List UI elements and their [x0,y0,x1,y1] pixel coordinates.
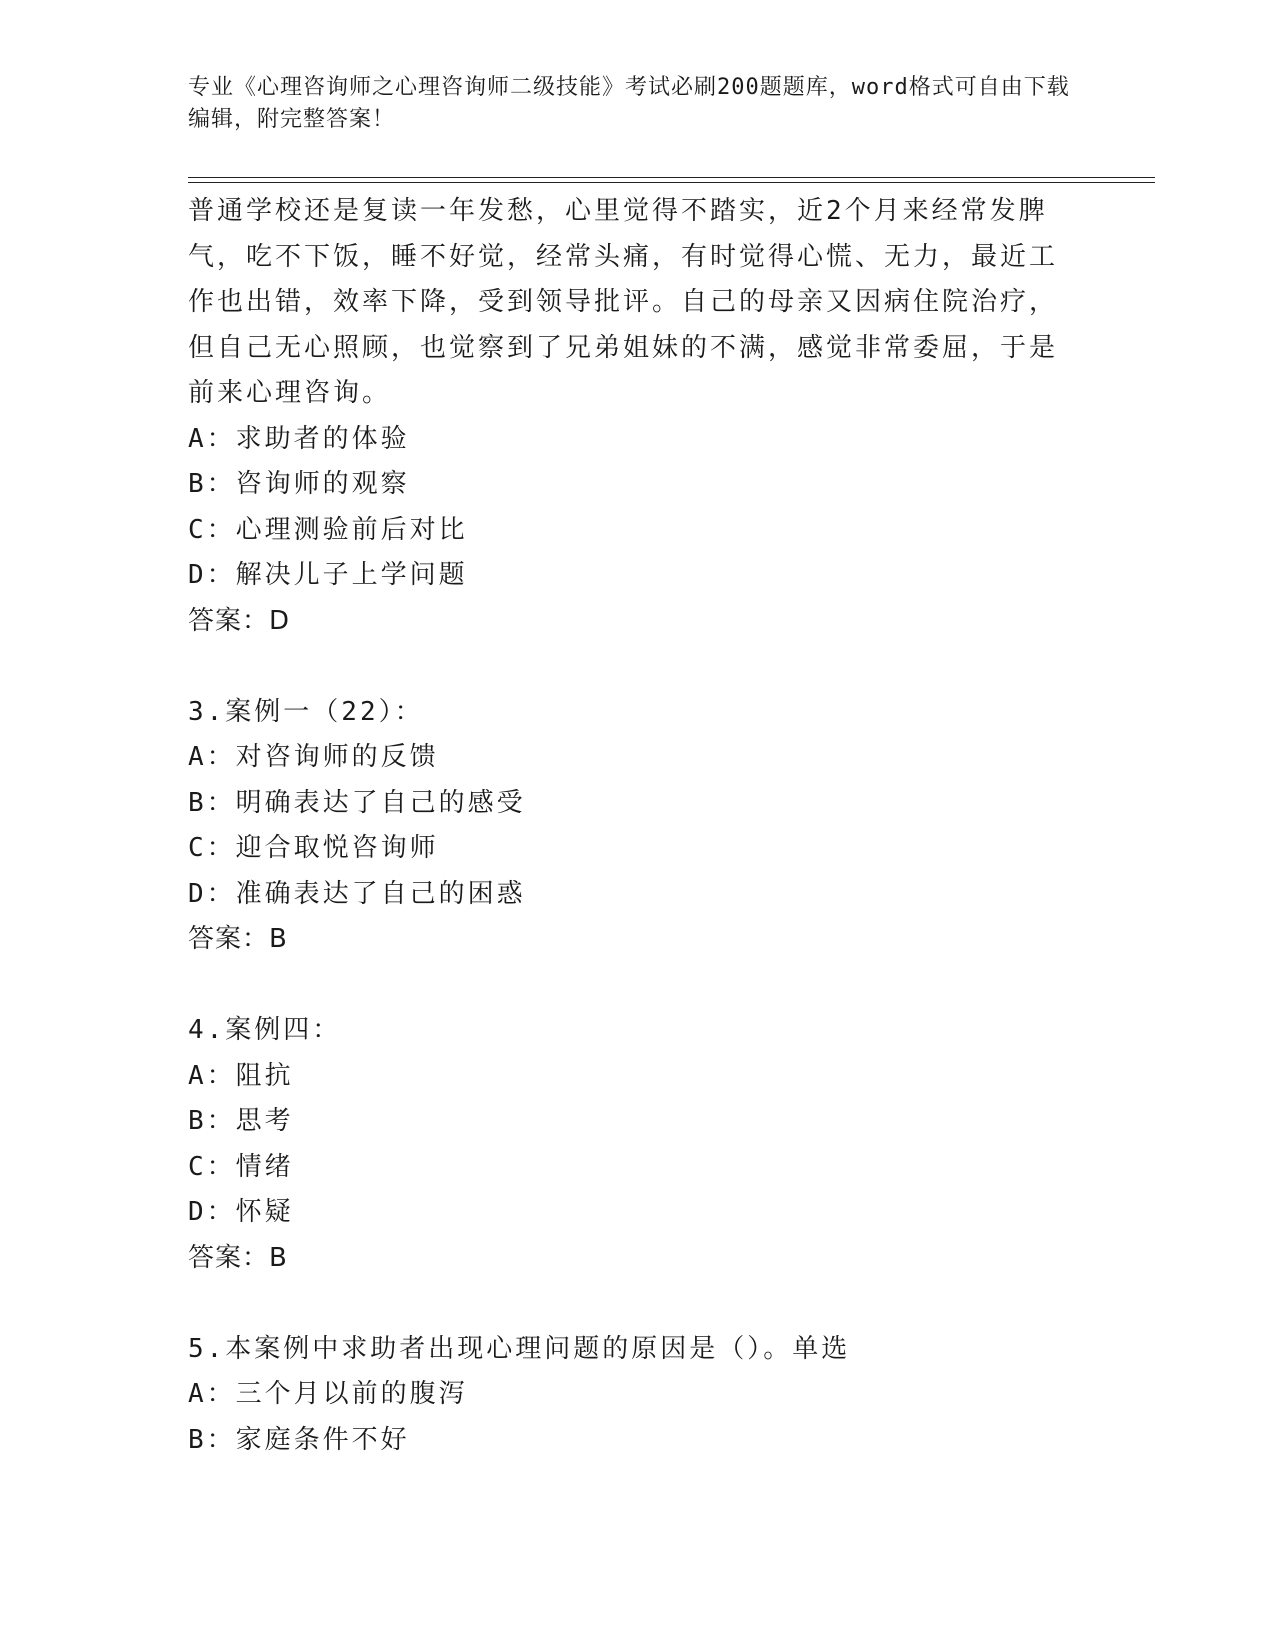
option-b: B：思考 [188,1106,294,1136]
option-b: B：家庭条件不好 [188,1424,410,1455]
question-stem: 4.案例四： [188,1015,342,1045]
answer-line: 答案：B [188,924,288,954]
option-d: D：准确表达了自己的困惑 [188,878,526,909]
question-stem: 3.案例一（22）： [188,696,424,727]
question-5 [188,1327,1068,1464]
option-a: A：求助者的体验 [188,423,410,454]
option-a: A：对咨询师的反馈 [188,742,439,772]
question-stem: 5.本案例中求助者出现心理问题的原因是（）。单选 [188,1333,851,1364]
option-c: C：迎合取悦咨询师 [188,833,439,863]
question-stem: 普通学校还是复读一年发愁，心里觉得不踏实，近2个月来经常发脾气，吃不下饭，睡不好觉，经常头痛，有时觉得心慌、无力，最近工作也出错，效率下降，受到领导批评。自己的母亲又因病住院治疗，但自己无心照顾，也觉察到了兄弟姐妹的不满，感觉非常委屈，于是前来心理咨询。 [188,196,1059,408]
question-4 [188,1008,1068,1281]
document-body [188,189,1068,1463]
header-divider-bottom [188,182,1155,183]
intro-question [188,189,1068,644]
option-b: B：咨询师的观察 [188,469,410,499]
answer-line: 答案：B [188,1242,288,1273]
question-3 [188,690,1068,963]
header-title: 专业《心理咨询师之心理咨询师二级技能》考试必刷200题题库，word格式可自由下载编辑，附完整答案！ [188,75,1070,132]
option-b: B：明确表达了自己的感受 [188,787,526,818]
option-a: A：三个月以前的腹泻 [188,1379,468,1409]
answer-line: 答案：D [188,605,291,636]
header-divider-top [188,177,1155,178]
document-header [188,72,1088,136]
option-a: A：阻抗 [188,1060,294,1091]
option-d: D：解决儿子上学问题 [188,560,468,590]
option-c: C：心理测验前后对比 [188,514,468,545]
option-d: D：怀疑 [188,1197,294,1227]
option-c: C：情绪 [188,1151,294,1182]
